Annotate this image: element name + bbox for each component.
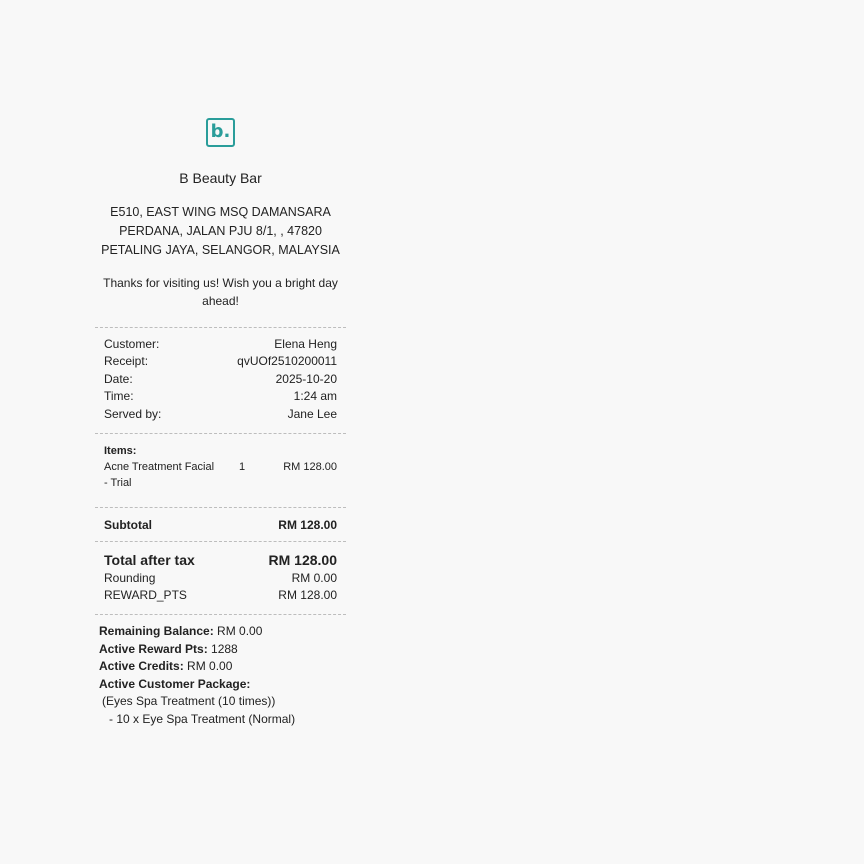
served-by-label: Served by:	[104, 406, 162, 421]
served-by-row	[104, 406, 337, 423]
subtotal-value: RM 128.00	[278, 518, 337, 532]
reward-pts-label: REWARD_PTS	[104, 588, 187, 603]
divider	[95, 507, 346, 508]
subtotal-label: Subtotal	[104, 518, 152, 532]
remaining-balance-value: RM 0.00	[213, 624, 263, 638]
time-value: 1:24 am	[293, 389, 337, 404]
customer-summary	[99, 623, 359, 728]
business-address	[95, 203, 346, 260]
rounding-row	[104, 570, 337, 587]
reward-pts-value: RM 128.00	[278, 588, 337, 603]
receipt-row	[104, 353, 337, 370]
thanks-line: Thanks for visiting us! Wish you a bright day	[103, 276, 338, 290]
adjustments	[104, 570, 337, 605]
address-line: E510, EAST WING MSQ DAMANSARA	[110, 205, 331, 219]
credits-value: RM 0.00	[183, 659, 233, 673]
item-price: RM 128.00	[283, 461, 337, 473]
item-quantity: 1	[239, 461, 246, 473]
reward-points-label: Active Reward Pts:	[99, 641, 208, 656]
reward-points-line	[99, 641, 359, 659]
rounding-label: Rounding	[104, 571, 156, 585]
served-by-value: Jane Lee	[287, 406, 337, 421]
item-name	[104, 459, 232, 491]
credits-label: Active Credits:	[99, 659, 184, 673]
customer-row	[104, 336, 337, 353]
thanks-line: ahead!	[202, 294, 239, 308]
divider	[95, 433, 346, 434]
customer-value: Elena Heng	[274, 337, 337, 351]
package-label: Active Customer Package:	[99, 676, 251, 691]
thank-you-message	[95, 274, 346, 310]
date-row	[104, 371, 337, 388]
item-name-line: - Trial	[104, 477, 132, 489]
date-value: 2025-10-20	[275, 371, 337, 386]
item-name-line: Acne Treatment Facial	[104, 461, 215, 473]
divider	[95, 541, 346, 542]
subtotal-row	[104, 516, 337, 534]
remaining-balance-label: Remaining Balance:	[99, 624, 214, 638]
package-heading	[99, 676, 359, 694]
address-line: PERDANA, JALAN PJU 8/1, , 47820	[119, 224, 322, 238]
time-row	[104, 388, 337, 405]
reward-pts-row	[104, 587, 337, 604]
divider	[95, 614, 346, 615]
customer-label: Customer:	[104, 337, 160, 351]
rounding-value: RM 0.00	[291, 571, 337, 585]
items-heading: Items:	[104, 445, 137, 457]
total-value: RM 128.00	[268, 552, 337, 568]
receipt-label: Receipt:	[104, 354, 149, 369]
date-label: Date:	[104, 371, 133, 386]
remaining-balance-line	[99, 623, 359, 641]
package-name: (Eyes Spa Treatment (10 times))	[102, 694, 276, 708]
total-label: Total after tax	[104, 552, 195, 568]
credits-line	[99, 658, 359, 676]
reward-points-value: 1288	[207, 641, 238, 656]
total-row	[104, 550, 337, 570]
address-line: PETALING JAYA, SELANGOR, MALAYSIA	[101, 243, 340, 257]
divider	[95, 327, 346, 328]
receipt-number: qvUOf2510200011	[237, 354, 337, 369]
receipt-info	[104, 336, 337, 423]
package-detail: - 10 x Eye Spa Treatment (Normal)	[109, 711, 296, 726]
business-name: B Beauty Bar	[179, 170, 262, 186]
time-label: Time:	[104, 389, 134, 404]
brand-logo: b.	[206, 118, 235, 147]
